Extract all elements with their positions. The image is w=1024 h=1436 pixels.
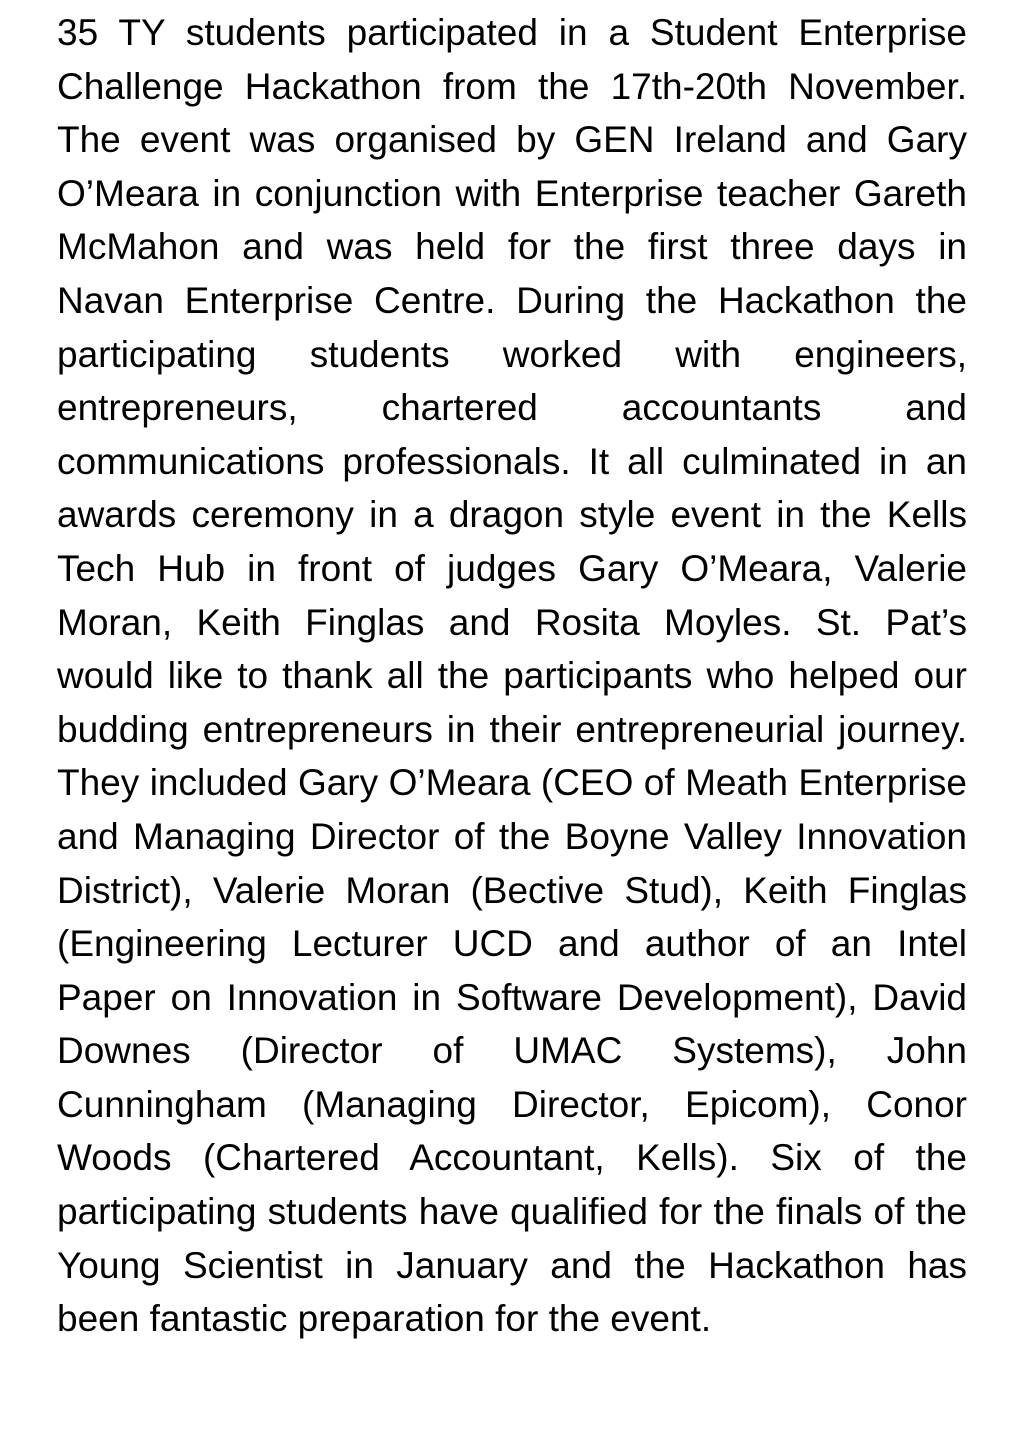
article-paragraph: 35 TY students participated in a Student Enterprise Challenge Hackathon from the 17th-20th November. The event was organised by GEN Ireland and Gary O’Meara in conjunction with Enterprise teacher Gareth McMahon and was held for the first three days in Navan Enterprise Centre. During the Hackathon the participating students worked with engineers, entrepreneurs, chartered accountants and communications professionals. It all culminated in an awards ceremony in a dragon style event in the Kells Tech Hub in front of judges Gary O’Meara, Valerie Moran, Keith Finglas and Rosita Moyles. St. Pat’s would like to thank all the participants who helped our budding entrepreneurs in their entrepreneurial journey. They included Gary O’Meara (CEO of Meath Enterprise and Managing Director of the Boyne Valley Innovation District), Valerie Moran (Bective Stud), Keith Finglas (Engineering Lecturer UCD and author of an Intel Paper on Innovation in Software Development), David Downes (Director of UMAC Systems), John Cunningham (Managing Director, Epicom), Conor Woods (Chartered Accountant, Kells). Six of the participating students have qualified for the finals of the Young Scientist in January and the Hackathon has been fantastic preparation for the event. [57,12,967,1340]
